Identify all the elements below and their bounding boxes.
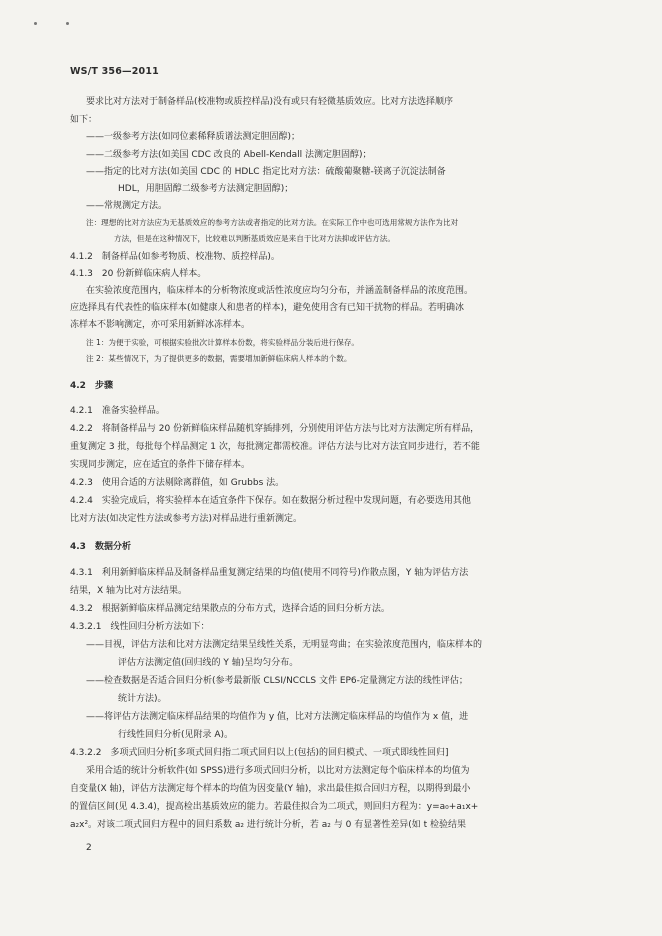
list-item: ——二级参考方法(如美国 CDC 改良的 Abell-Kendall 法测定胆固醇)； [86,150,372,160]
text-line: 重复测定 3 批，每批每个样品测定 1 次，每批测定都需校准。评估方法与比对方法宜同步进行，若不能 [70,442,480,452]
clause-4-3-1: 4.3.1 利用新鲜临床样品及制备样品重复测定结果的均值(使用不同符号)作散点图，Y 轴为评估方法 [70,568,469,578]
text-line: 应选择具有代表性的临床样本(如健康人和患者的样本)，避免使用含有已知干扰物的样品。若明确冰 [70,303,465,313]
list-item-continuation: HDL，用胆固醇二级参考方法测定胆固醇)； [118,184,294,194]
list-item: ——目视，评估方法和比对方法测定结果呈线性关系，无明显弯曲；在实验浓度范围内，临床样本的 [86,640,483,650]
standard-code-header: WS/T 356—2011 [70,66,159,77]
clause-4-3-2-1: 4.3.2.1 线性回归分析方法如下： [70,622,210,632]
clause-4-1-2: 4.1.2 制备样品(如参考物质、校准物、质控样品)。 [70,252,280,262]
list-item: ——常规测定方法。 [86,201,168,211]
text-line: 实现同步测定，应在适宜的条件下储存样本。 [70,460,251,470]
clause-4-1-3: 4.1.3 20 份新鲜临床病人样本。 [70,269,207,279]
clause-4-2-3: 4.2.3 使用合适的方法剔除离群值，如 Grubbs 法。 [70,478,285,488]
clause-4-2-4: 4.2.4 实验完成后，将实验样本在适宜条件下保存。如在数据分析过程中发现问题，有必要选用其他 [70,496,471,506]
text-line: 如下： [70,115,98,125]
page-number: 2 [86,843,92,853]
clause-4-2-2: 4.2.2 将制备样品与 20 份新鲜临床样品随机穿插排列，分别使用评估方法与比对方法测定所有样品， [70,424,480,434]
clause-4-3-2-2: 4.3.2.2 多项式回归分析[多项式回归指二项式回归以上(包括)的回归模式、一项式即线性回归] [70,748,449,758]
list-item: ——一级参考方法(如同位素稀释质谱法测定胆固醇)； [86,132,301,142]
text-line: a₂x²。对该二项式回归方程中的回归系数 a₂ 进行统计分析，若 a₂ 与 0 有显著性差异(如 t 检验结果 [70,820,466,830]
note-1: 注 1：为便于实验，可根据实验批次计算样本份数，将实验样品分装后进行保存。 [86,338,360,347]
list-item: ——指定的比对方法(如美国 CDC 的 HDLC 指定比对方法：硫酸葡聚糖-镁离子沉淀法制备 [86,167,446,177]
text-line: 的置信区间(见 4.3.4)，提高检出基质效应的能力。若最佳拟合为二项式，则回归方程为：y=a₀+a₁x+ [70,802,479,812]
note: 注：理想的比对方法应为无基质效应的参考方法或者指定的比对方法。在实际工作中也可选用常规方法作为比对 [86,218,459,227]
list-item: ——将评估方法测定临床样品结果的均值作为 y 值，比对方法测定临床样品的均值作为 x 值，进 [86,712,469,722]
text-line: 在实验浓度范围内，临床样本的分析物浓度或活性浓度应均匀分布，并涵盖制备样品的浓度范围。 [86,286,474,296]
clause-4-2-1: 4.2.1 准备实验样品。 [70,406,165,416]
section-heading-4-2: 4.2 步骤 [70,381,113,391]
list-item-continuation: 行线性回归分析(见附录 A)。 [118,730,234,740]
text-line: 要求比对方法对于制备样品(校准物或质控样品)没有或只有轻微基质效应。比对方法选择顺序 [86,97,454,107]
list-item-continuation: 评估方法测定值(回归线的 Y 轴)呈均匀分布。 [118,658,299,668]
clause-4-3-2: 4.3.2 根据新鲜临床样品测定结果散点的分布方式，选择合适的回归分析方法。 [70,604,390,614]
note-continuation: 方法，但是在这种情况下，比较难以判断基质效应是来自于比对方法抑或评估方法。 [114,234,395,243]
text-line: 自变量(X 轴)，评估方法测定每个样本的均值为因变量(Y 轴)，求出最佳拟合回归方程，以期得到最小 [70,784,471,794]
scan-dot [66,22,69,25]
text-line: 采用合适的统计分析软件(如 SPSS)进行多项式回归分析，以比对方法测定每个临床样本的均值为 [86,766,470,776]
list-item: ——检查数据是否适合回归分析(参考最新版 CLSI/NCCLS 文件 EP6-定量测定方法的线性评估； [86,676,468,686]
text-line: 结果，X 轴为比对方法结果。 [70,586,188,596]
text-line: 比对方法(如决定性方法或参考方法)对样品进行重新测定。 [70,514,303,524]
text-line: 冻样本不影响测定，亦可采用新鲜冰冻样本。 [70,320,251,330]
list-item-continuation: 统计方法)。 [118,694,167,704]
section-heading-4-3: 4.3 数据分析 [70,542,131,552]
note-2: 注 2：某些情况下，为了提供更多的数据，需要增加新鲜临床病人样本的个数。 [86,354,352,363]
scan-dot [34,22,37,25]
